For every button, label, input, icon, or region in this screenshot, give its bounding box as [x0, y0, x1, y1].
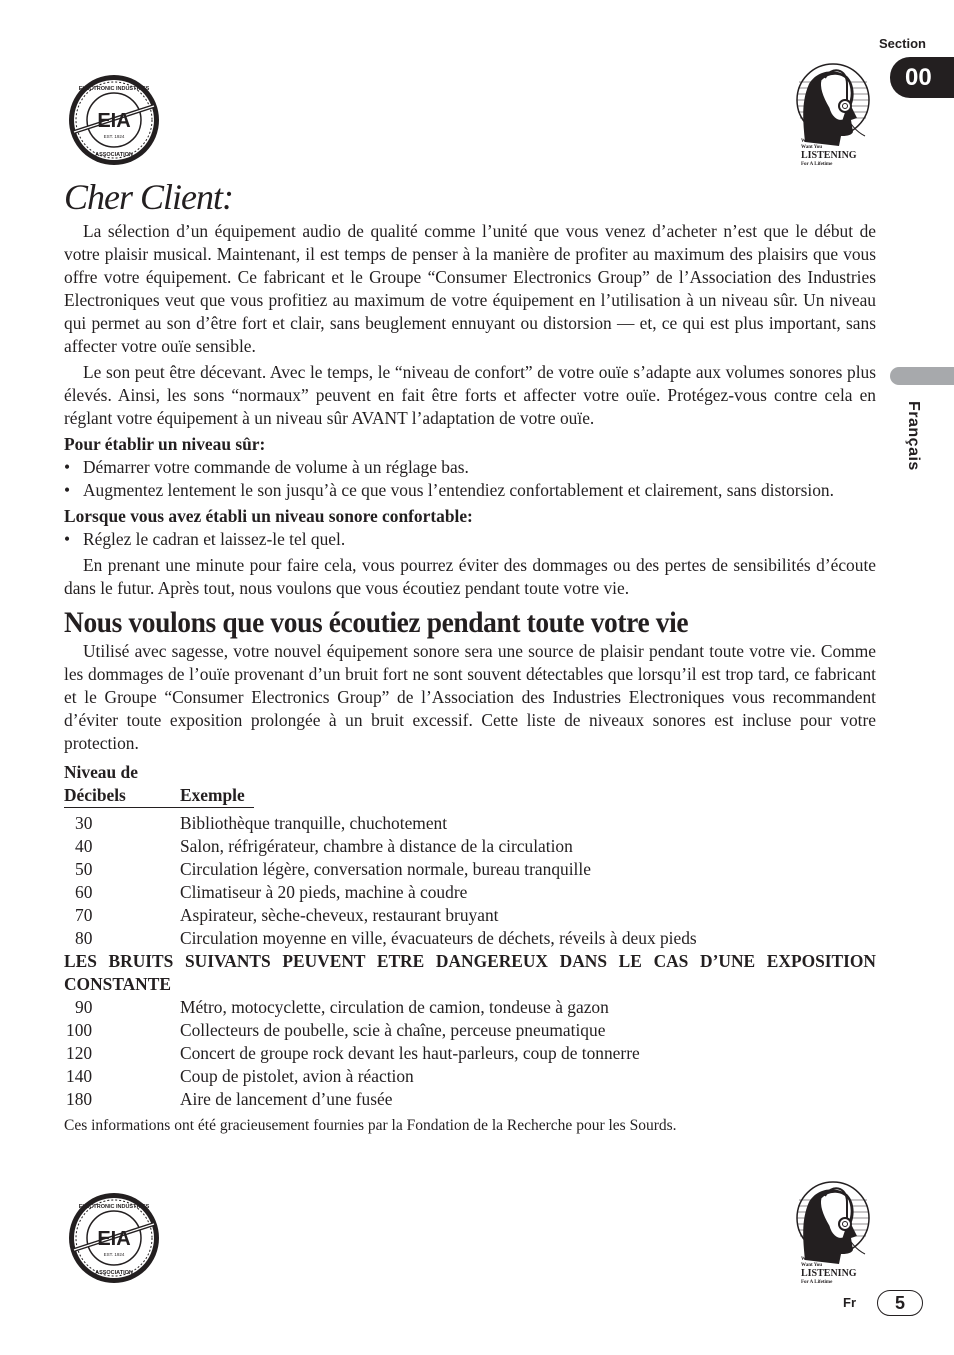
- svg-text:EIA: EIA: [97, 1228, 131, 1250]
- svg-text:For A Lifetime: For A Lifetime: [801, 1280, 833, 1285]
- safe-level-heading: Pour établir un niveau sûr:: [64, 434, 266, 454]
- intro-paragraph: La sélection d’un équipement audio de qualité comme l’unité que vous venez d’acheter n’est que le début de votre plaisir musical. Maintenant, il est temps de penser à la manière de profiter au maximum des plaisirs que vous offre votre équipement. Ce fabricant et le Groupe “Consumer Electronics Group” de l’Association des Industries Electroniques veut que vous profitiez au maximum de votre équipement en l’utilisation à un niveau sûr. Un niveau qui permet au son d’être fort et clair, sans beuglement ennuyant ou distorsion — et, ce qui est plus important, sans affecter votre ouïe sensible.: [64, 221, 876, 356]
- svg-text:ELECTRONIC INDUSTRIES: ELECTRONIC INDUSTRIES: [78, 86, 150, 92]
- column-header-level-line1: Niveau de: [64, 762, 138, 782]
- svg-text:LISTENING: LISTENING: [801, 150, 857, 161]
- svg-text:LISTENING: LISTENING: [801, 1268, 857, 1279]
- list-item: • Augmentez lentement le son jusqu’à ce que vous l’entendiez confortablement et clairement, sans distorsion.: [64, 479, 876, 502]
- list-item: • Démarrer votre commande de volume à un réglage bas.: [64, 456, 876, 479]
- listening-head-icon: [795, 1180, 875, 1290]
- comfortable-steps: [64, 528, 876, 551]
- decibel-table-body: [64, 812, 876, 950]
- eia-seal-icon: [66, 72, 162, 168]
- svg-text:For A Lifetime: For A Lifetime: [801, 162, 833, 167]
- section-number-tab: 00: [890, 57, 954, 98]
- column-header-level-line2: Décibels: [64, 785, 126, 805]
- table-row: 40 Salon, réfrigérateur, chambre à distance de la circulation: [75, 836, 573, 856]
- closing-paragraph: En prenant une minute pour faire cela, vous pourrez éviter des dommages ou des pertes de sensibilités d’écoute dans le futur. Après tout, nous voulons que vous écoutiez pendant toute votre vie.: [64, 555, 876, 598]
- svg-text:EST. 1924: EST. 1924: [103, 134, 125, 139]
- safe-level-steps: [64, 456, 876, 502]
- list-item: • Réglez le cadran et laissez-le tel quel.: [64, 528, 876, 551]
- table-row: 180 Aire de lancement d’une fusée: [66, 1089, 393, 1109]
- language-label-text: Français: [905, 401, 922, 471]
- table-row: 50 Circulation légère, conversation normale, bureau tranquille: [75, 859, 591, 879]
- section-label: Section: [879, 36, 926, 51]
- svg-text:Want You: Want You: [801, 1263, 823, 1268]
- comfort-paragraph: Le son peut être décevant. Avec le temps, le “niveau de confort” de votre ouïe s’adapte aux volumes sonores plus élevés. Ainsi, les sons “normaux” peuvent en fait être forts et affecter votre ouïe. Protégez-vous contre cela en réglant votre équipement à un niveau sûr AVANT l’adaptation de votre ouïe.: [64, 362, 876, 428]
- danger-warning: LES BRUITS SUIVANTS PEUVENT ETRE DANGEREUX DANS LE CAS D’UNE EXPOSITION CONSTANTE: [64, 951, 876, 994]
- table-row: 140 Coup de pistolet, avion à réaction: [66, 1066, 414, 1086]
- main-content: [64, 220, 876, 1137]
- listening-head-icon: [795, 62, 875, 172]
- table-row: 100 Collecteurs de poubelle, scie à chaîne, perceuse pneumatique: [66, 1020, 606, 1040]
- footnote: Ces informations ont été gracieusement fournies par la Fondation de la Recherche pour les Sourds.: [64, 1117, 677, 1134]
- svg-text:EST. 1924: EST. 1924: [103, 1252, 125, 1257]
- table-row: 30 Bibliothèque tranquille, chuchotement: [75, 813, 448, 833]
- svg-text:ELECTRONIC INDUSTRIES: ELECTRONIC INDUSTRIES: [78, 1204, 150, 1210]
- language-tab-marker: [890, 367, 954, 385]
- table-row: 60 Climatiseur à 20 pieds, machine à coudre: [75, 882, 468, 902]
- svg-text:ASSOCIATION: ASSOCIATION: [95, 1270, 133, 1276]
- table-row: 120 Concert de groupe rock devant les haut-parleurs, coup de tonnerre: [66, 1043, 640, 1063]
- svg-text:ASSOCIATION: ASSOCIATION: [95, 152, 133, 158]
- table-row: 90 Métro, motocyclette, circulation de camion, tondeuse à gazon: [75, 997, 609, 1017]
- column-header-example: Exemple: [180, 785, 245, 805]
- table-row: 80 Circulation moyenne en ville, évacuateurs de déchets, réveils à deux pieds: [75, 928, 697, 948]
- language-tab-label: [898, 395, 928, 485]
- svg-text:Want You: Want You: [801, 145, 823, 150]
- eia-seal-icon: [66, 1190, 162, 1286]
- danger-table-body: [64, 996, 876, 1111]
- decibel-table-header: [64, 761, 254, 808]
- section-heading: Nous voulons que vous écoutiez pendant toute votre vie: [64, 607, 689, 639]
- section-paragraph: Utilisé avec sagesse, votre nouvel équipement sonore sera une source de plaisir pendant toute votre vie. Comme les dommages de l’ouïe provenant d’un bruit fort ne sont souvent détectables que lorsqu’il est trop tard, ce fabricant et le Groupe “Consumer Electronics Group” de l’Association des Industries Electroniques vous recommandent d’éviter toute exposition prolongée à un bruit excessif. Cette liste de niveaux sonores est incluse pour votre protection.: [64, 641, 876, 753]
- svg-text:We: We: [801, 139, 808, 144]
- comfortable-heading: Lorsque vous avez établi un niveau sonore confortable:: [64, 506, 473, 526]
- svg-text:We: We: [801, 1257, 808, 1262]
- page-number: 5: [877, 1290, 923, 1316]
- svg-text:EIA: EIA: [97, 110, 131, 132]
- table-row: 70 Aspirateur, sèche-cheveux, restaurant bruyant: [75, 905, 499, 925]
- letter-title: Cher Client:: [64, 177, 233, 217]
- language-code: Fr: [843, 1295, 856, 1310]
